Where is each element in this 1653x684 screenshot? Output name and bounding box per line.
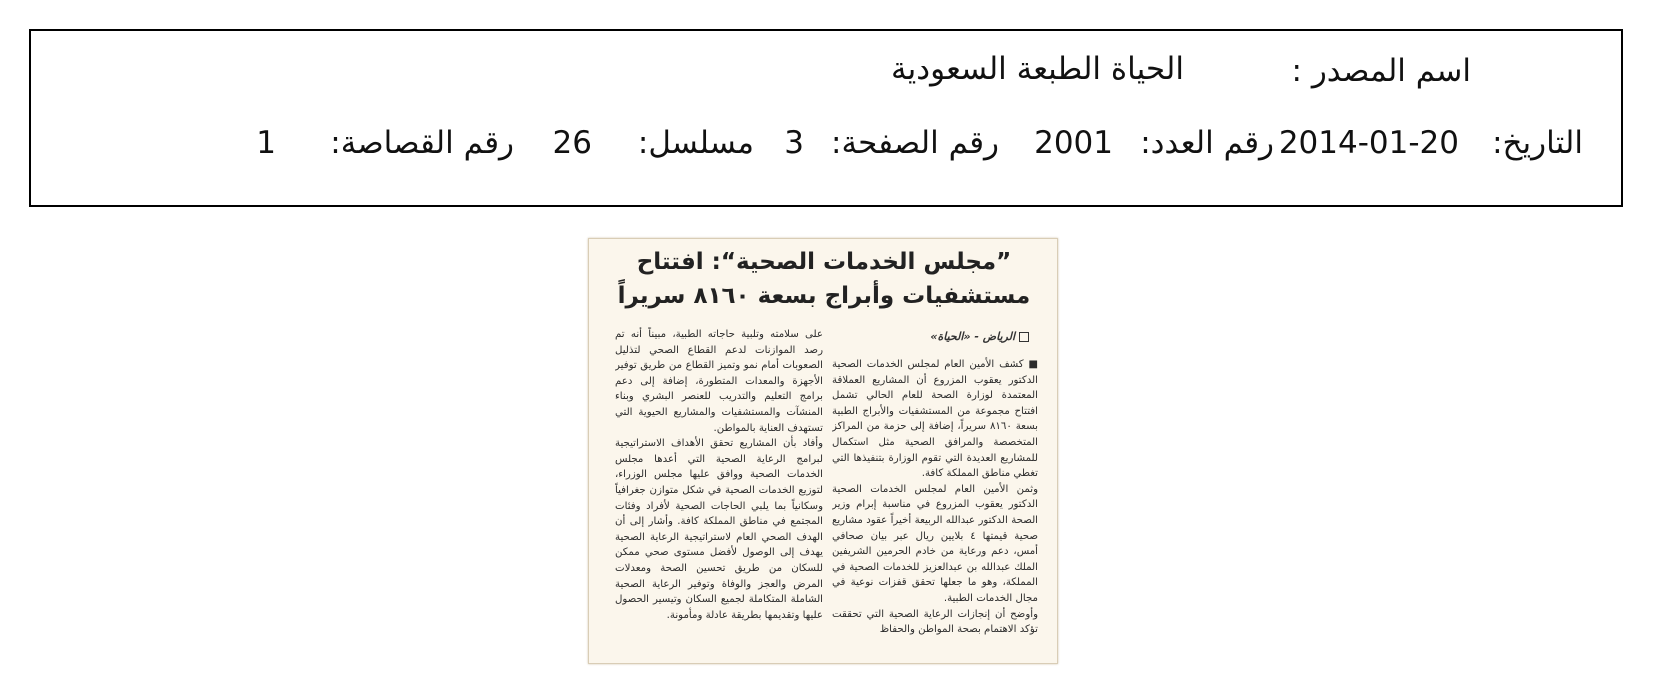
article-column-left <box>615 327 823 657</box>
date-value: 2014-01-20 <box>1278 125 1459 161</box>
byline <box>930 330 1029 343</box>
issue-value: 2001 <box>1034 125 1113 161</box>
serial-value: 26 <box>552 125 592 161</box>
headline-line-2: مستشفيات وأبراج بسعة ٨١٦٠ سريراً <box>617 283 1031 309</box>
page-label: رقم الصفحة: <box>831 125 999 161</box>
issue-label: رقم العدد: <box>1140 125 1274 161</box>
article-paragraph: على سلامته وتلبية حاجاته الطبية، مبيناً أنه تم رصد الموازنات لدعم القطاع الصحي لتذليل الصعوبات أمام نمو وتميز القطاع من طريق توفير الأجهزة والمعدات المتطورة، إضافة إلى دعم برامج التعليم والتدريب للعنصر البشري وبناء المنشآت والمستشفيات والمشاريع الحيوية التي تستهدف العناية بالمواطن. <box>615 329 823 434</box>
metadata-box <box>29 29 1623 207</box>
newspaper-clipping <box>588 238 1058 664</box>
source-value: الحياة الطبعة السعودية <box>891 51 1184 87</box>
article-paragraph: وثمن الأمين العام لمجلس الخدمات الصحية الدكتور يعقوب المزروع في مناسبة إبرام وزير الصحة الدكتور عبدالله الربيعة أخيراً عقود مشاريع صحية قيمتها ٤ بلايين ريال عبر بيان صحافي أمس، دعم ورعاية من خادم الحرمين الشريفين الملك عبدالله بن عبدالعزيز للخدمات الصحية في المملكة، وهو ما جعلها تحقق قفزات نوعية في مجال الخدمات الطبية. <box>832 483 1038 604</box>
source-label: اسم المصدر : <box>1291 53 1471 89</box>
serial-label: مسلسل: <box>637 125 754 161</box>
clip-value: 1 <box>256 125 276 161</box>
clip-label: رقم القصاصة: <box>330 125 514 161</box>
page-value: 3 <box>784 125 804 161</box>
date-label: التاريخ: <box>1492 125 1583 161</box>
article-column-right <box>832 357 1038 657</box>
article-paragraph: وأوضح أن إنجازات الرعاية الصحية التي تحققت تؤكد الاهتمام بصحة المواطن والحفاظ <box>832 608 1038 636</box>
article-paragraph: ■ كشف الأمين العام لمجلس الخدمات الصحية الدكتور يعقوب المزروع أن المشاريع العملاقة المعتمدة لوزارة الصحة للعام الحالي تشمل افتتاح مجموعة من المستشفيات والأبراج الطبية بسعة ٨١٦٠ سريراً، إضافة إلى حزمة من المراكز المتخصصة والمرافق الصحية مثل استكمال للمشاريع العديدة التي تقوم الوزارة بتنفيذها التي تغطي مناطق المملكة كافة. <box>832 359 1038 480</box>
byline-text: الرياض - «الحياة» <box>930 330 1015 343</box>
headline-line-1: ”مجلس الخدمات الصحية“: افتتاح <box>636 249 1012 275</box>
byline-box-icon <box>1019 332 1029 342</box>
article-paragraph: وأفاد بأن المشاريع تحقق الأهداف الاستراتيجية لبرامج الرعاية الصحية التي أعدها مجلس الخدمات الصحية ووافق عليها مجلس الوزراء، لتوزيع الخدمات الصحية في شكل متوازن جغرافياً وسكانياً بما يلبي الحاجات الصحية لأفراد وفئات المجتمع في مناطق المملكة كافة. وأشار إلى أن الهدف الصحي العام لاستراتيجية الرعاية الصحية يهدف إلى الوصول لأفضل مستوى صحي ممكن للسكان من طريق تحسين الصحة ومعدلات المرض والعجز والوفاة وتوفير الرعاية الصحية الشاملة المتكاملة لجميع السكان وتيسير الحصول عليها وتقديمها بطريقة عادلة ومأمونة. <box>615 438 823 621</box>
